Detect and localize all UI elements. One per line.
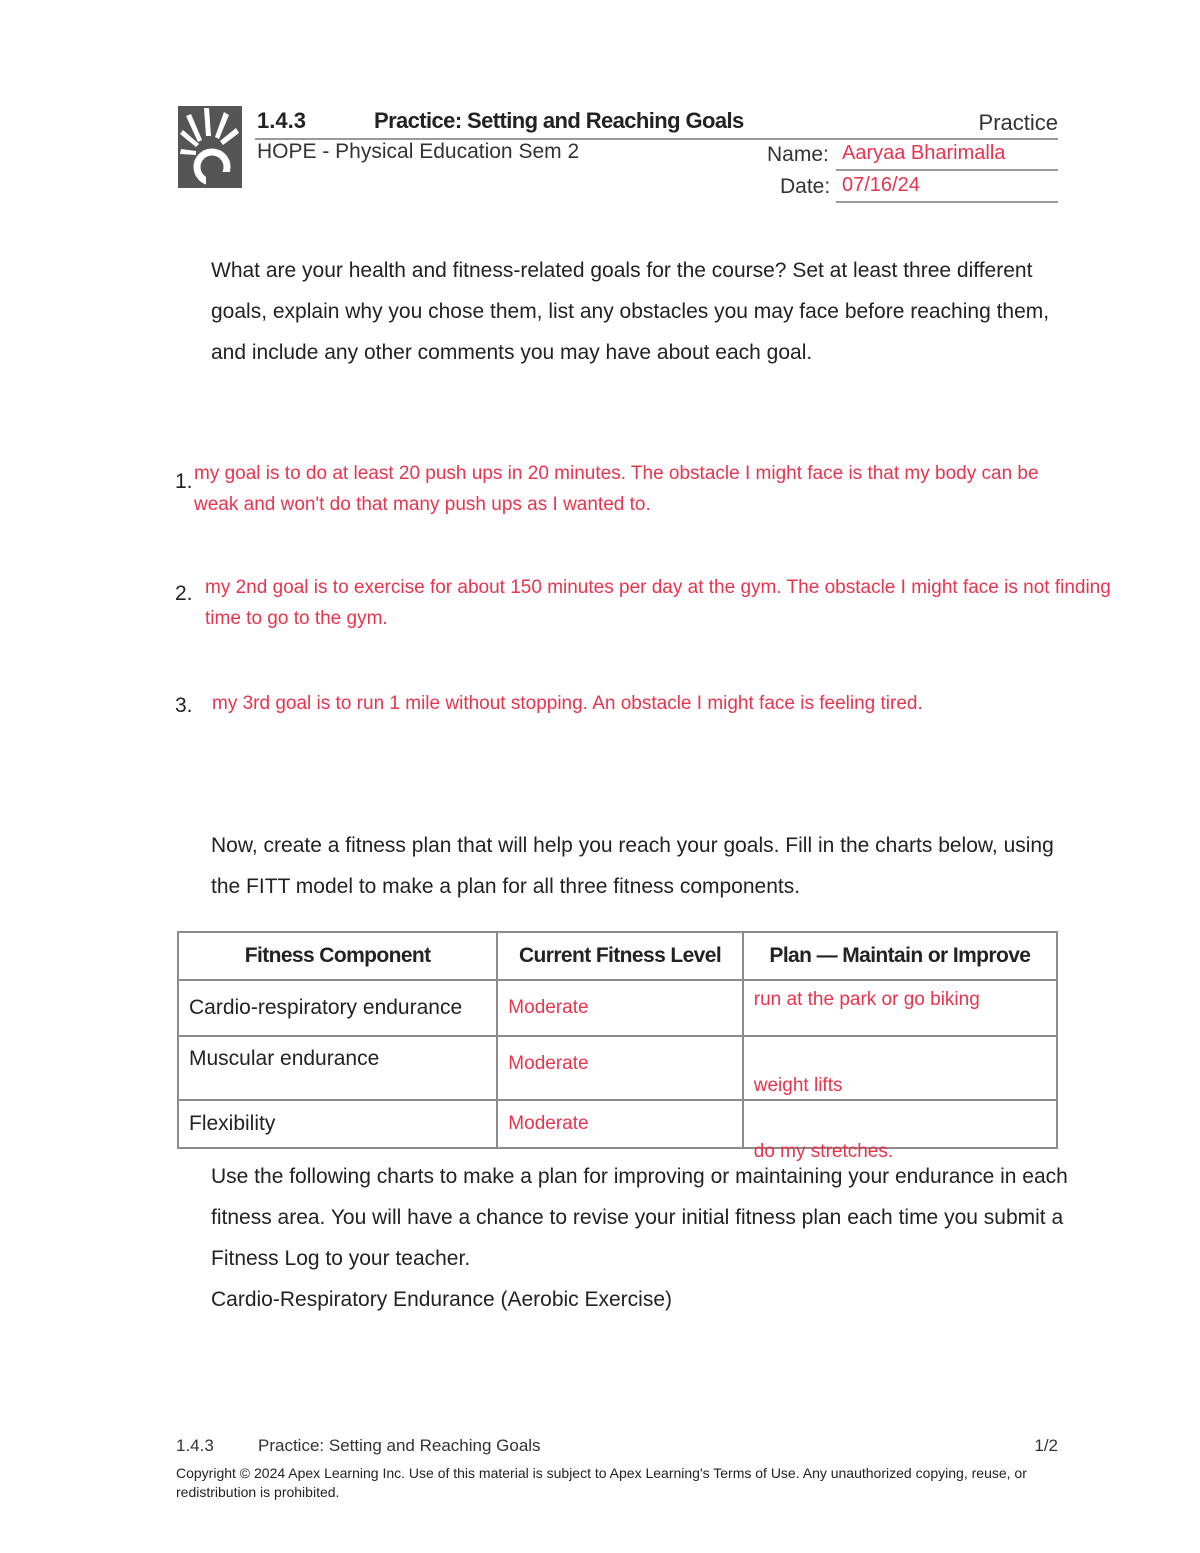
goal-answer-line: weak and won't do that many push ups as I wanted to. — [194, 494, 651, 515]
plan-cell[interactable] — [743, 1100, 1057, 1162]
table-row — [178, 1100, 1057, 1148]
goal-answer-line: time to go to the gym. — [205, 608, 388, 629]
goal-number: 2. — [175, 582, 193, 605]
component-cell: Muscular endurance — [178, 1036, 497, 1100]
component-cell: Flexibility — [178, 1100, 497, 1148]
activity-type: Practice — [978, 110, 1058, 135]
goals-prompt: What are your health and fitness-related goals for the course? Set at least three different goals, explain why you chose them, list any obstacles you may face before reaching them, and include any other comments you may have about each goal. — [211, 259, 1050, 364]
plan-cell[interactable]: weight lifts — [743, 1036, 1057, 1100]
fitness-plan-table — [177, 931, 1058, 1162]
goal-answer-line: my 3rd goal is to run 1 mile without stopping. An obstacle I might face is feeling tired. — [212, 693, 923, 714]
plan-cell-text: do my stretches. — [753, 1141, 894, 1162]
date-label: Date: — [780, 175, 831, 198]
goal-answer[interactable] — [194, 458, 1039, 520]
lesson-number: 1.4.3 — [257, 108, 306, 133]
footer-lesson-number: 1.4.3 — [176, 1436, 214, 1455]
column-header: Current Fitness Level — [497, 932, 742, 980]
plan-cell[interactable]: run at the park or go biking — [743, 980, 1057, 1036]
goal-number: 1. — [175, 470, 193, 493]
level-cell[interactable]: Moderate — [497, 980, 742, 1036]
table-row — [178, 980, 1057, 1036]
date-underline — [836, 201, 1058, 203]
date-field[interactable]: 07/16/24 — [842, 174, 920, 196]
column-header: Plan — Maintain or Improve — [743, 932, 1057, 980]
name-label: Name: — [767, 143, 829, 166]
page-number: 1/2 — [1034, 1436, 1058, 1455]
component-cell: Cardio-respiratory endurance — [178, 980, 497, 1036]
footer-lesson-title: Practice: Setting and Reaching Goals — [258, 1436, 541, 1455]
apex-logo-icon — [178, 106, 242, 188]
charts-prompt — [211, 1156, 1071, 1320]
name-field[interactable]: Aaryaa Bharimalla — [842, 142, 1006, 164]
goal-answer[interactable] — [205, 572, 1111, 634]
copyright-notice: Copyright © 2024 Apex Learning Inc. Use of this material is subject to Apex Learning's Terms of Use. Any unauthorized copying, reuse, or redistribution is prohibited. — [176, 1465, 1027, 1500]
goal-answer-line: my 2nd goal is to exercise for about 150 minutes per day at the gym. The obstacle I might face is not finding — [205, 577, 1111, 598]
table-row — [178, 1036, 1057, 1100]
goal-answer-line: my goal is to do at least 20 push ups in 20 minutes. The obstacle I might face is that my body can be — [194, 463, 1039, 484]
course-name: HOPE - Physical Education Sem 2 — [257, 140, 580, 163]
section-heading: Cardio-Respiratory Endurance (Aerobic Exercise) — [211, 1288, 673, 1311]
plan-prompt: Now, create a fitness plan that will help you reach your goals. Fill in the charts below, using the FITT model to make a plan for all three fitness components. — [211, 834, 1054, 898]
name-underline — [836, 169, 1058, 171]
goal-answer[interactable] — [212, 688, 923, 719]
table-header-row — [178, 932, 1057, 980]
charts-instructions: Use the following charts to make a plan for improving or maintaining your endurance in each fitness area. You will have a chance to revise your initial fitness plan each time you submit a Fitness Log to your teacher. — [211, 1165, 1068, 1270]
column-header: Fitness Component — [178, 932, 497, 980]
lesson-title: Practice: Setting and Reaching Goals — [374, 108, 744, 133]
level-cell[interactable]: Moderate — [497, 1100, 742, 1148]
level-cell[interactable]: Moderate — [497, 1036, 742, 1100]
goal-number: 3. — [175, 694, 193, 717]
